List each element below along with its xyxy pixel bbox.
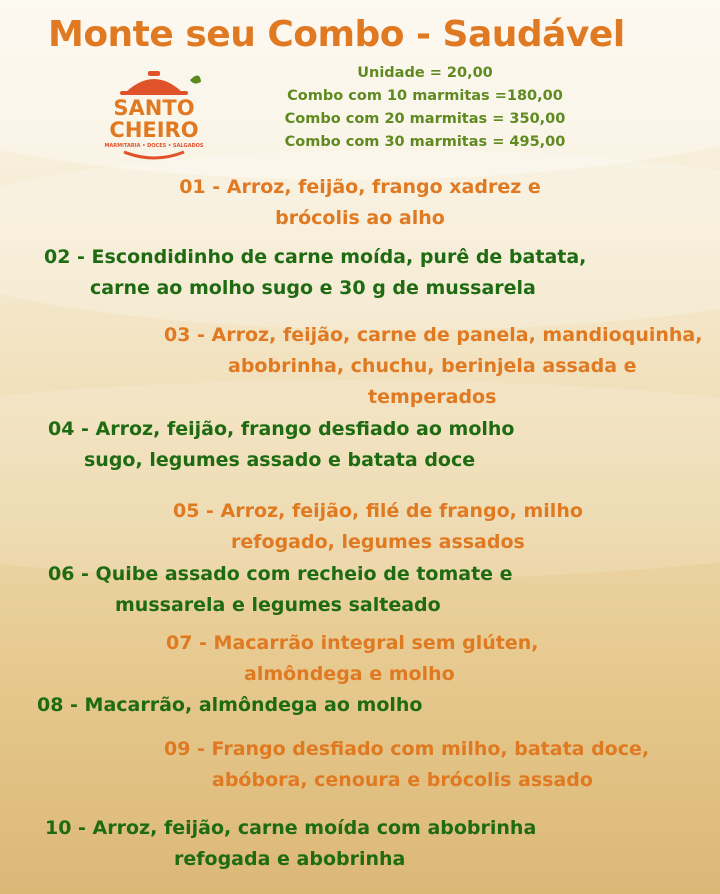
menu-item-08 (37, 690, 422, 721)
logo-line2: CHEIRO (109, 118, 199, 142)
logo-line1: SANTO (113, 96, 195, 120)
santo-cheiro-logo (104, 66, 204, 162)
menu-item-line: mussarela e legumes salteado (115, 594, 441, 616)
logo-tagline: MARMITARIA • DOCES • SALGADOS (104, 143, 204, 149)
price-combo-30: Combo com 30 marmitas = 495,00 (284, 134, 566, 150)
menu-item-04 (48, 414, 514, 476)
menu-item-line: carne ao molho sugo e 30 g de mussarela (90, 277, 536, 299)
menu-item-line: abobrinha, chuchu, berinjela assada e (228, 355, 637, 377)
price-combo-10: Combo com 10 marmitas =180,00 (287, 88, 563, 104)
menu-item-line: almôndega e molho (244, 663, 455, 685)
menu-item-line: brócolis ao alho (275, 207, 445, 229)
page-title: Monte seu Combo - Saudável (48, 14, 625, 55)
price-combo-20: Combo com 20 marmitas = 350,00 (284, 111, 566, 127)
menu-item-01 (0, 172, 720, 234)
menu-item-line: 08 - Macarrão, almôndega ao molho (37, 694, 423, 716)
menu-item-line: refogada e abobrinha (174, 848, 406, 870)
menu-item-line: 03 - Arroz, feijão, carne de panela, mandioquinha, (164, 324, 703, 346)
menu-item-05 (173, 496, 583, 558)
menu-item-line: abóbora, cenoura e brócolis assado (212, 769, 593, 791)
menu-item-03 (164, 320, 702, 413)
price-list (270, 62, 580, 154)
menu-item-06 (48, 559, 513, 621)
menu-item-line: 05 - Arroz, feijão, filé de frango, milho (173, 500, 583, 522)
menu-item-line: 09 - Frango desfiado com milho, batata doce, (164, 738, 650, 760)
menu-item-line: temperados (368, 386, 497, 408)
menu-item-line: 07 - Macarrão integral sem glúten, (166, 632, 539, 654)
menu-item-line: 01 - Arroz, feijão, frango xadrez e (179, 176, 541, 198)
menu-item-line: sugo, legumes assado e batata doce (84, 449, 476, 471)
menu-item-line: 02 - Escondidinho de carne moída, purê de batata, (44, 246, 587, 268)
menu-item-line: 06 - Quibe assado com recheio de tomate e (48, 563, 513, 585)
menu-item-02 (44, 242, 586, 304)
menu-item-line: 10 - Arroz, feijão, carne moída com abobrinha (45, 817, 537, 839)
menu-item-line: 04 - Arroz, feijão, frango desfiado ao molho (48, 418, 515, 440)
menu-item-10 (45, 813, 536, 875)
price-unit: Unidade = 20,00 (357, 65, 493, 81)
menu-item-line: refogado, legumes assados (231, 531, 525, 553)
menu-item-09 (164, 734, 649, 796)
menu-item-07 (166, 628, 539, 690)
